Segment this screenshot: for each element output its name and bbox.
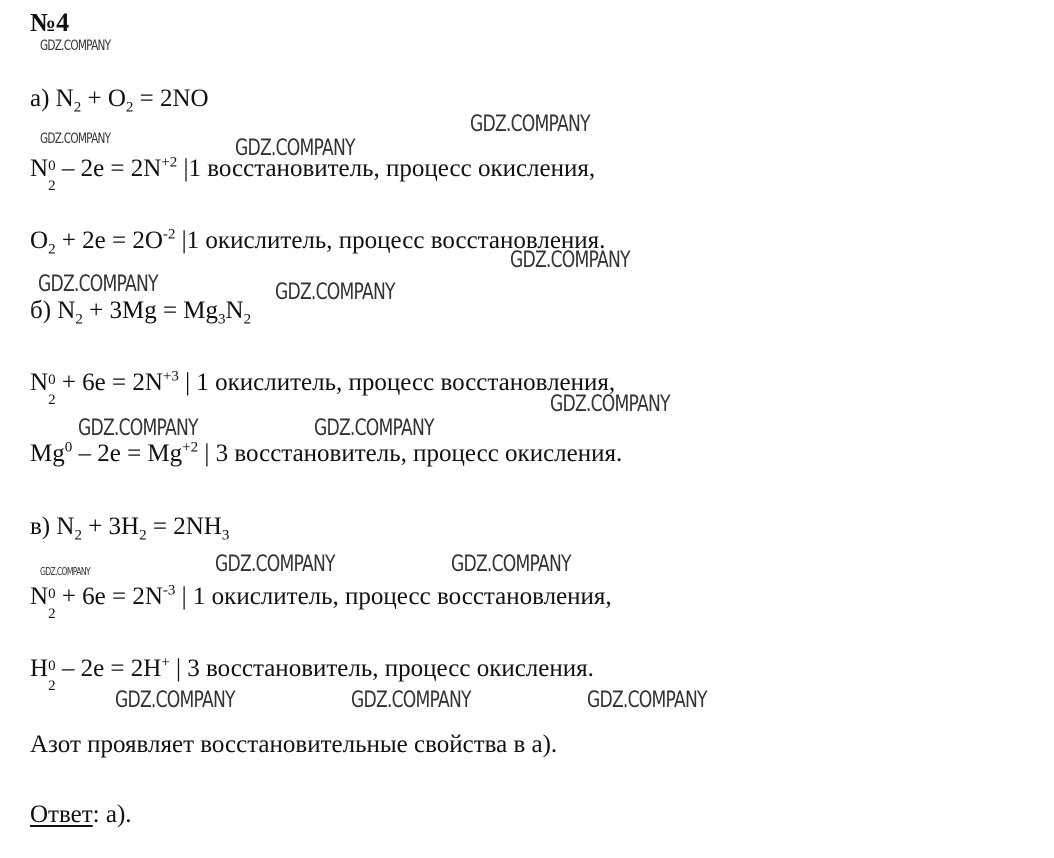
watermark: GDZ.COMPANY xyxy=(451,552,571,577)
half-reaction-c2: H 0 2 – 2e = 2H+ | 3 восстановитель, процесс окисления. xyxy=(30,654,594,695)
half-reaction-b1: N 0 2 + $6e = 2N^{+3}$ | 1 окислитель, процесс восстановления, xyxy=(30,368,616,409)
watermark: GDZ.COMPANY xyxy=(40,565,90,578)
watermark: GDZ.COMPANY xyxy=(470,112,590,137)
watermark: GDZ.COMPANY xyxy=(275,280,395,305)
watermark: GDZ.COMPANY xyxy=(78,416,198,441)
watermark: GDZ.COMPANY xyxy=(510,248,630,273)
half-reaction-a1: N 0 2 – $2e = 2N^{+2}$ |1 восстановитель, процесс окисления, xyxy=(30,154,596,195)
watermark: GDZ.COMPANY xyxy=(38,272,158,297)
half-reaction-b2: $Mg^0 - 2e = Mg^{+2}$ | 3 восстановитель, процесс окисления. xyxy=(30,439,623,467)
problem-number: №4 xyxy=(30,8,70,37)
watermark: GDZ.COMPANY xyxy=(235,136,355,161)
answer-line xyxy=(30,802,132,827)
equation-a: а) $N_2 + O_2 = 2NO$ xyxy=(30,85,209,116)
watermark: GDZ.COMPANY xyxy=(215,552,335,577)
answer-value: : а). xyxy=(92,801,132,828)
watermark: GDZ.COMPANY xyxy=(587,688,707,713)
watermark: GDZ.COMPANY xyxy=(115,688,235,713)
conclusion-text: Азот проявляет восстановительные свойства в а). xyxy=(30,731,558,758)
equation-b: б) $N_2 + 3Mg = Mg_3N_2$ xyxy=(30,297,252,328)
half-reaction-a2: $O_2 + 2e = 2O^{-2}$ |1 окислитель, процесс восстановления. xyxy=(30,226,606,258)
watermark: GDZ.COMPANY xyxy=(314,416,434,441)
watermark: GDZ.COMPANY xyxy=(550,392,670,417)
watermark: GDZ.COMPANY xyxy=(40,38,111,54)
half-reaction-c1: N 0 2 + $6e = 2N^{-3}$ | 1 окислитель, процесс восстановления, xyxy=(30,582,612,623)
watermark: GDZ.COMPANY xyxy=(40,131,111,147)
equation-c: в) $N_2 + 3H_2 = 2NH_3$ xyxy=(30,513,230,544)
watermark: GDZ.COMPANY xyxy=(351,688,471,713)
answer-label: Ответ xyxy=(30,801,93,828)
